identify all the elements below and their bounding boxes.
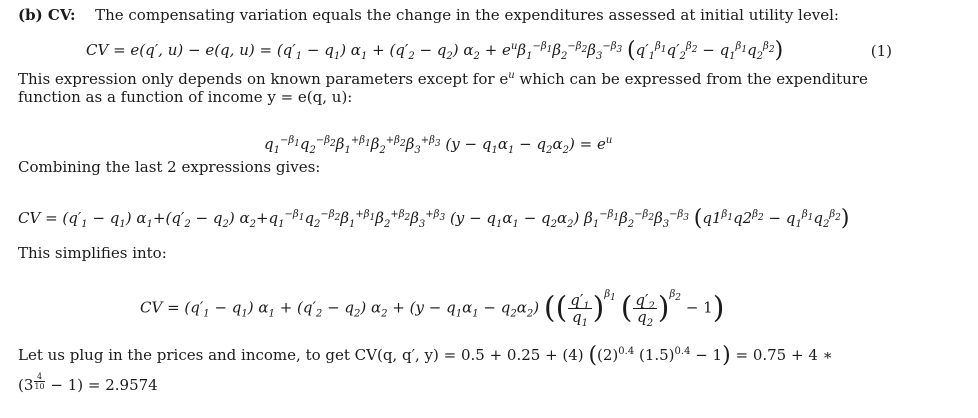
heading-text: The compensating variation equals the change in the expenditures assessed at initial utility level: xyxy=(95,6,839,24)
frac-den: 10 xyxy=(34,382,45,391)
num-three: (3 xyxy=(18,376,34,394)
exp-one: 0.4 xyxy=(618,346,635,357)
paragraph-4-end: = 0.75 + 4 ∗ xyxy=(735,346,833,364)
equation-2: $q_1^{-\beta_1}q_2^{-\beta_2}\beta_1^{+\beta_1}\beta_2^{+\beta_2}\beta_3^{+\beta_3}$ $(y - q_1\alpha_1 - q_2\alpha_2) = e^u$ xyxy=(264,135,613,156)
equation-number: (1) xyxy=(870,42,892,60)
paragraph-1-line-1 xyxy=(18,70,868,88)
paragraph-4-line-2 xyxy=(18,372,158,394)
open-paren: ( xyxy=(588,343,598,368)
num-one-five: (1.5) xyxy=(638,346,675,364)
close-paren: ) xyxy=(722,343,731,368)
paragraph-1-tail: which can be expressed from the expenditure xyxy=(514,70,868,88)
minus-one: − 1 xyxy=(695,346,723,364)
paragraph-4-line-1 xyxy=(18,343,833,368)
exp-two: 0.4 xyxy=(674,346,691,357)
paragraph-3: This simplifies into: xyxy=(18,244,167,262)
paragraph-1-line-2: function as a function of income y = e(q, u): xyxy=(18,88,353,106)
paragraph-1-sup: u xyxy=(508,70,515,81)
paragraph-4-result: = 2.9574 xyxy=(87,376,158,394)
section-label: (b) CV: xyxy=(18,6,76,24)
paragraph-4-start: Let us plug in the prices and income, to get CV(q, q′, y) = 0.5 + 0.25 + (4) xyxy=(18,346,584,364)
frac-num: 4 xyxy=(34,372,44,382)
heading-line xyxy=(18,6,839,24)
num-two: (2) xyxy=(597,346,619,364)
equation-3: CV = $(q'_1 - q_1) \alpha_1+(q'_2 - q_2)$ $\alpha_2+q_1^{-\beta_1}q_2^{-\beta_2}\beta_1^{+\beta_1}\beta_2^{+\beta_2}\beta_3^{+\beta_3}$ $(y - q_1\alpha_1 - q_2\alpha_2)$ $\beta_1^{-\beta_1}\beta_2^{-\beta_2}\beta_3^{-\beta_3}$ $(q1^{\beta_1}q2^{\beta_2} - q_1^{\beta_1}q_2^{\beta_2})$ xyxy=(18,206,850,231)
minus-one-close: − 1) xyxy=(45,376,84,394)
paragraph-1-text: This expression only depends on known parameters except for e xyxy=(18,70,509,88)
paragraph-2: Combining the last 2 expressions gives: xyxy=(18,158,321,176)
equation-1: CV = e(q′, u) − e(q, $u) = (q'_1 - q_1) \alpha_1 + (q'_2 - q_2) \alpha_2 + e^u\beta_1^{-\beta_1}\beta_2^{-\beta_2}\beta_3^{-\beta_3}$ $(q'_1^{\beta_1}q'_2^{\beta_2} - q_1^{\beta_1}q_2^{\beta_2})$ xyxy=(86,38,784,63)
equation-4: CV = $(q'_1 - q_1) \alpha_1 + (q'_2 - q_2) \alpha_2 + (y - q_1\alpha_1 - q_2\alpha_2)$ (( $\frac{q'_1}{q_1}$ )$^{\beta_1}$ ( $\frac{q'_2}{q_2}$ )$^{\beta_2}$ − 1) xyxy=(140,288,725,329)
